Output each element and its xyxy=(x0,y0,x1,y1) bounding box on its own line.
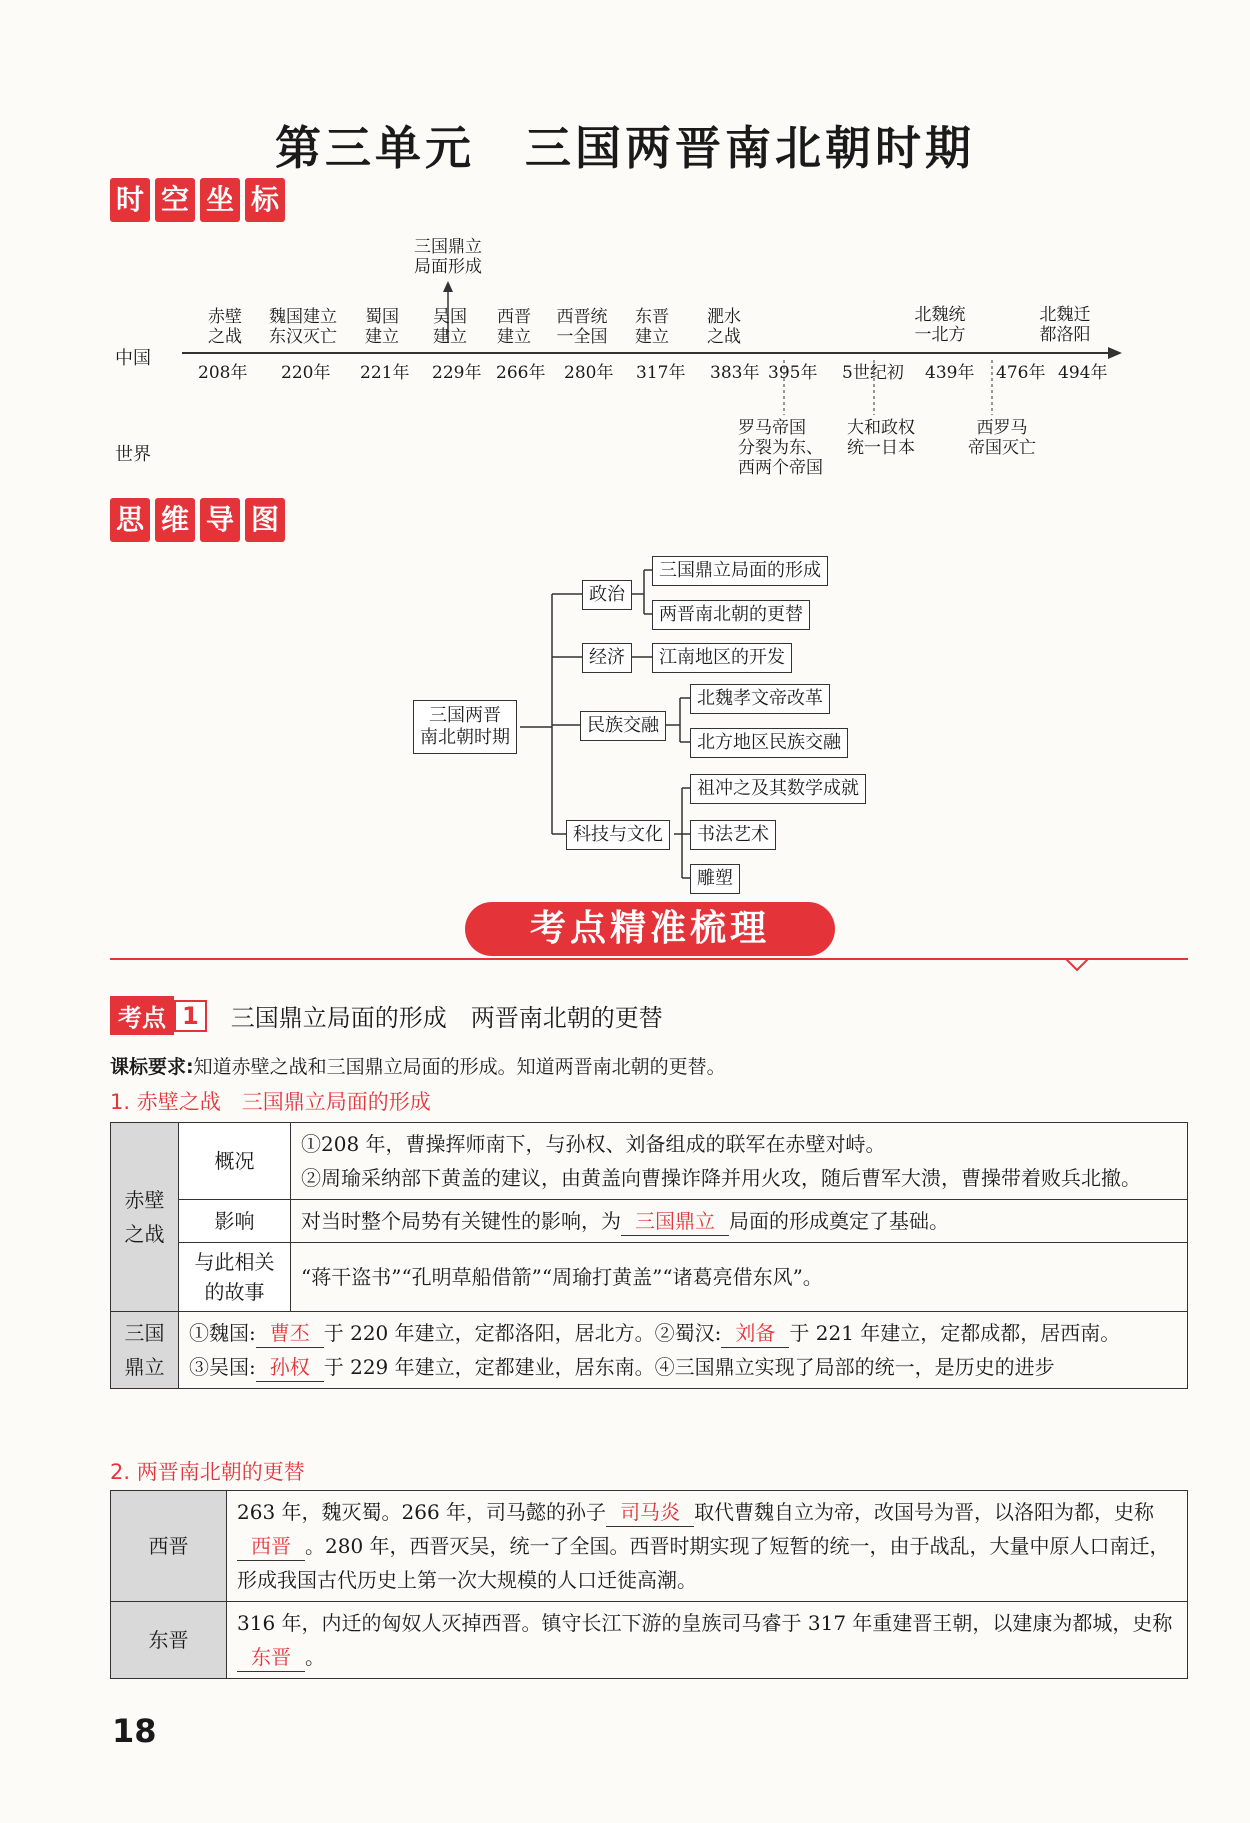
page-title: 第三单元 三国两晋南北朝时期 xyxy=(275,121,975,175)
year-label: 383年 xyxy=(710,363,760,383)
section-banner: 考点精准梳理 xyxy=(465,902,835,956)
xijin-header: 西晋 xyxy=(111,1491,227,1602)
sanguo-text: ②蜀汉: xyxy=(654,1321,722,1345)
mindmap-leaf: 北魏孝文帝改革 xyxy=(690,684,830,714)
event-label: 东晋 建立 xyxy=(635,307,669,347)
mindmap-root: 三国两晋 南北朝时期 xyxy=(413,700,517,754)
mindmap-leaf: 三国鼎立局面的形成 xyxy=(652,556,828,586)
page-number: 18 xyxy=(112,1712,157,1750)
year-label: 229年 xyxy=(432,363,482,383)
gaikuang-text-2: ②周瑜采纳部下黄盖的建议，由黄盖向曹操诈降并用火攻，随后曹军大溃，曹操带着败兵北撤。 xyxy=(301,1166,1141,1190)
event-label: 魏国建立 东汉灭亡 xyxy=(269,307,337,347)
sanguo-text: ①魏国: xyxy=(189,1321,256,1345)
sanguo-text: 于 229 年建立，定都建业，居东南。 xyxy=(323,1355,655,1379)
event-label: 赤壁 之战 xyxy=(208,307,242,347)
mindmap-branch: 科技与文化 xyxy=(566,820,670,850)
tag-char: 思 xyxy=(110,498,150,542)
gaikuang-cell xyxy=(291,1123,1188,1200)
year-label: 476年 xyxy=(996,363,1046,383)
sanguo-text: 于 220 年建立，定都洛阳，居北方。 xyxy=(323,1321,655,1345)
event-label: 淝水 之战 xyxy=(707,307,741,347)
year-label: 266年 xyxy=(496,363,546,383)
event-label: 北魏迁 都洛阳 xyxy=(1039,305,1091,345)
year-label: 494年 xyxy=(1058,363,1108,383)
xijin-text: 。280 年，西晋灭吴，统一了全国。西晋时期实现了短暂的统一，由于战乱，大量中原人口南迁，形成我国古代历史上第一次大规模的人口迁徙高潮。 xyxy=(237,1534,1170,1592)
answer-blank: 西晋 xyxy=(237,1532,305,1561)
dongjin-text: 316 年，内迁的匈奴人灭掉西晋。镇守长江下游的皇族司马睿于 317 年重建晋王朝，以建康为都城，史称 xyxy=(237,1611,1173,1635)
mindmap-leaf: 江南地区的开发 xyxy=(652,643,792,673)
top-event-label: 三国鼎立 局面形成 xyxy=(414,237,482,277)
year-label: 5世纪初 xyxy=(842,363,904,383)
answer-blank: 曹丕 xyxy=(256,1319,324,1348)
gushi-header: 与此相关 的故事 xyxy=(179,1243,291,1312)
yingxiang-text: 对当时整个局势有关键性的影响，为 xyxy=(301,1209,621,1233)
chibi-header: 赤壁 之战 xyxy=(111,1123,179,1312)
row-china-label: 中国 xyxy=(115,348,151,369)
kaodian-num: 1 xyxy=(174,1000,207,1032)
sanguo-text: ③吴国: xyxy=(189,1355,256,1379)
year-label: 395年 xyxy=(768,363,818,383)
year-label: 280年 xyxy=(564,363,614,383)
dongjin-header: 东晋 xyxy=(111,1602,227,1679)
mindmap-branch: 民族交融 xyxy=(580,711,666,741)
mindmap-lines xyxy=(0,0,1250,900)
sanguo-text: ④三国鼎立实现了局部的统一，是历史的进步 xyxy=(654,1355,1055,1379)
answer-blank: 孙权 xyxy=(256,1353,324,1382)
tag-char: 导 xyxy=(200,498,240,542)
tag-char: 空 xyxy=(155,178,195,222)
banner-divider xyxy=(110,958,1188,960)
answer-blank: 东晋 xyxy=(237,1643,305,1672)
year-label: 208年 xyxy=(198,363,248,383)
xijin-text: 263 年，魏灭蜀。266 年，司马懿的孙子 xyxy=(237,1500,607,1524)
year-label: 221年 xyxy=(360,363,410,383)
divider-notch xyxy=(1065,958,1089,972)
answer-blank: 刘备 xyxy=(721,1319,789,1348)
world-event-label: 罗马帝国 分裂为东、 西两个帝国 xyxy=(738,418,823,478)
world-event-label: 大和政权 统一日本 xyxy=(847,418,915,458)
year-label: 317年 xyxy=(636,363,686,383)
tag-char: 图 xyxy=(245,498,285,542)
jin-table xyxy=(110,1490,1188,1679)
yingxiang-header: 影响 xyxy=(179,1200,291,1243)
world-event-label: 西罗马 帝国灭亡 xyxy=(968,418,1036,458)
xijin-cell xyxy=(227,1491,1188,1602)
mindmap-leaf: 书法艺术 xyxy=(690,820,776,850)
sanguo-text: 于 221 年建立，定都成都，居西南。 xyxy=(789,1321,1121,1345)
event-label: 西晋 建立 xyxy=(497,307,531,347)
year-label: 220年 xyxy=(281,363,331,383)
chibi-table xyxy=(110,1122,1188,1389)
sanguo-header: 三国 鼎立 xyxy=(111,1312,179,1389)
sanguo-cell xyxy=(179,1312,1188,1389)
tag-char: 标 xyxy=(245,178,285,222)
requirement-label: 课标要求: xyxy=(110,1056,194,1078)
requirement xyxy=(110,1052,726,1079)
mindmap-leaf: 祖冲之及其数学成就 xyxy=(690,774,866,804)
tag-char: 维 xyxy=(155,498,195,542)
row-world-label: 世界 xyxy=(115,444,151,465)
gushi-cell: “蒋干盗书”“孔明草船借箭”“周瑜打黄盖”“诸葛亮借东风”。 xyxy=(291,1243,1188,1312)
gaikuang-text-1: ①208 年，曹操挥师南下，与孙权、刘备组成的联军在赤壁对峙。 xyxy=(301,1132,886,1156)
yingxiang-text: 局面的形成奠定了基础。 xyxy=(729,1209,949,1233)
answer-blank: 三国鼎立 xyxy=(621,1207,729,1236)
section-2-title: 2. 两晋南北朝的更替 xyxy=(110,1460,305,1484)
event-label: 西晋统 一全国 xyxy=(556,307,608,347)
mindmap-branch: 经济 xyxy=(582,643,632,673)
mindmap-leaf: 雕塑 xyxy=(690,864,740,894)
year-label: 439年 xyxy=(925,363,975,383)
answer-blank: 司马炎 xyxy=(606,1498,694,1527)
dongjin-text: 。 xyxy=(305,1645,325,1669)
yingxiang-cell xyxy=(291,1200,1188,1243)
mindmap-leaf: 北方地区民族交融 xyxy=(690,728,848,758)
tag-char: 坐 xyxy=(200,178,240,222)
dongjin-cell xyxy=(227,1602,1188,1679)
event-label: 吴国 建立 xyxy=(433,307,467,347)
mindmap-leaf: 两晋南北朝的更替 xyxy=(652,600,810,630)
requirement-text: 知道赤壁之战和三国鼎立局面的形成。知道两晋南北朝的更替。 xyxy=(193,1056,726,1078)
event-label: 北魏统 一北方 xyxy=(914,305,966,345)
mindmap-branch: 政治 xyxy=(582,580,632,610)
event-label: 蜀国 建立 xyxy=(365,307,399,347)
kaodian-title: 三国鼎立局面的形成 两晋南北朝的更替 xyxy=(230,1004,663,1032)
section-1-title: 1. 赤壁之战 三国鼎立局面的形成 xyxy=(110,1090,431,1114)
kaodian-header xyxy=(110,996,663,1035)
xijin-text: 取代曹魏自立为帝，改国号为晋，以洛阳为都，史称 xyxy=(694,1500,1155,1524)
kaodian-tag: 考点 xyxy=(110,996,174,1035)
gaikuang-header: 概况 xyxy=(179,1123,291,1200)
tag-char: 时 xyxy=(110,178,150,222)
